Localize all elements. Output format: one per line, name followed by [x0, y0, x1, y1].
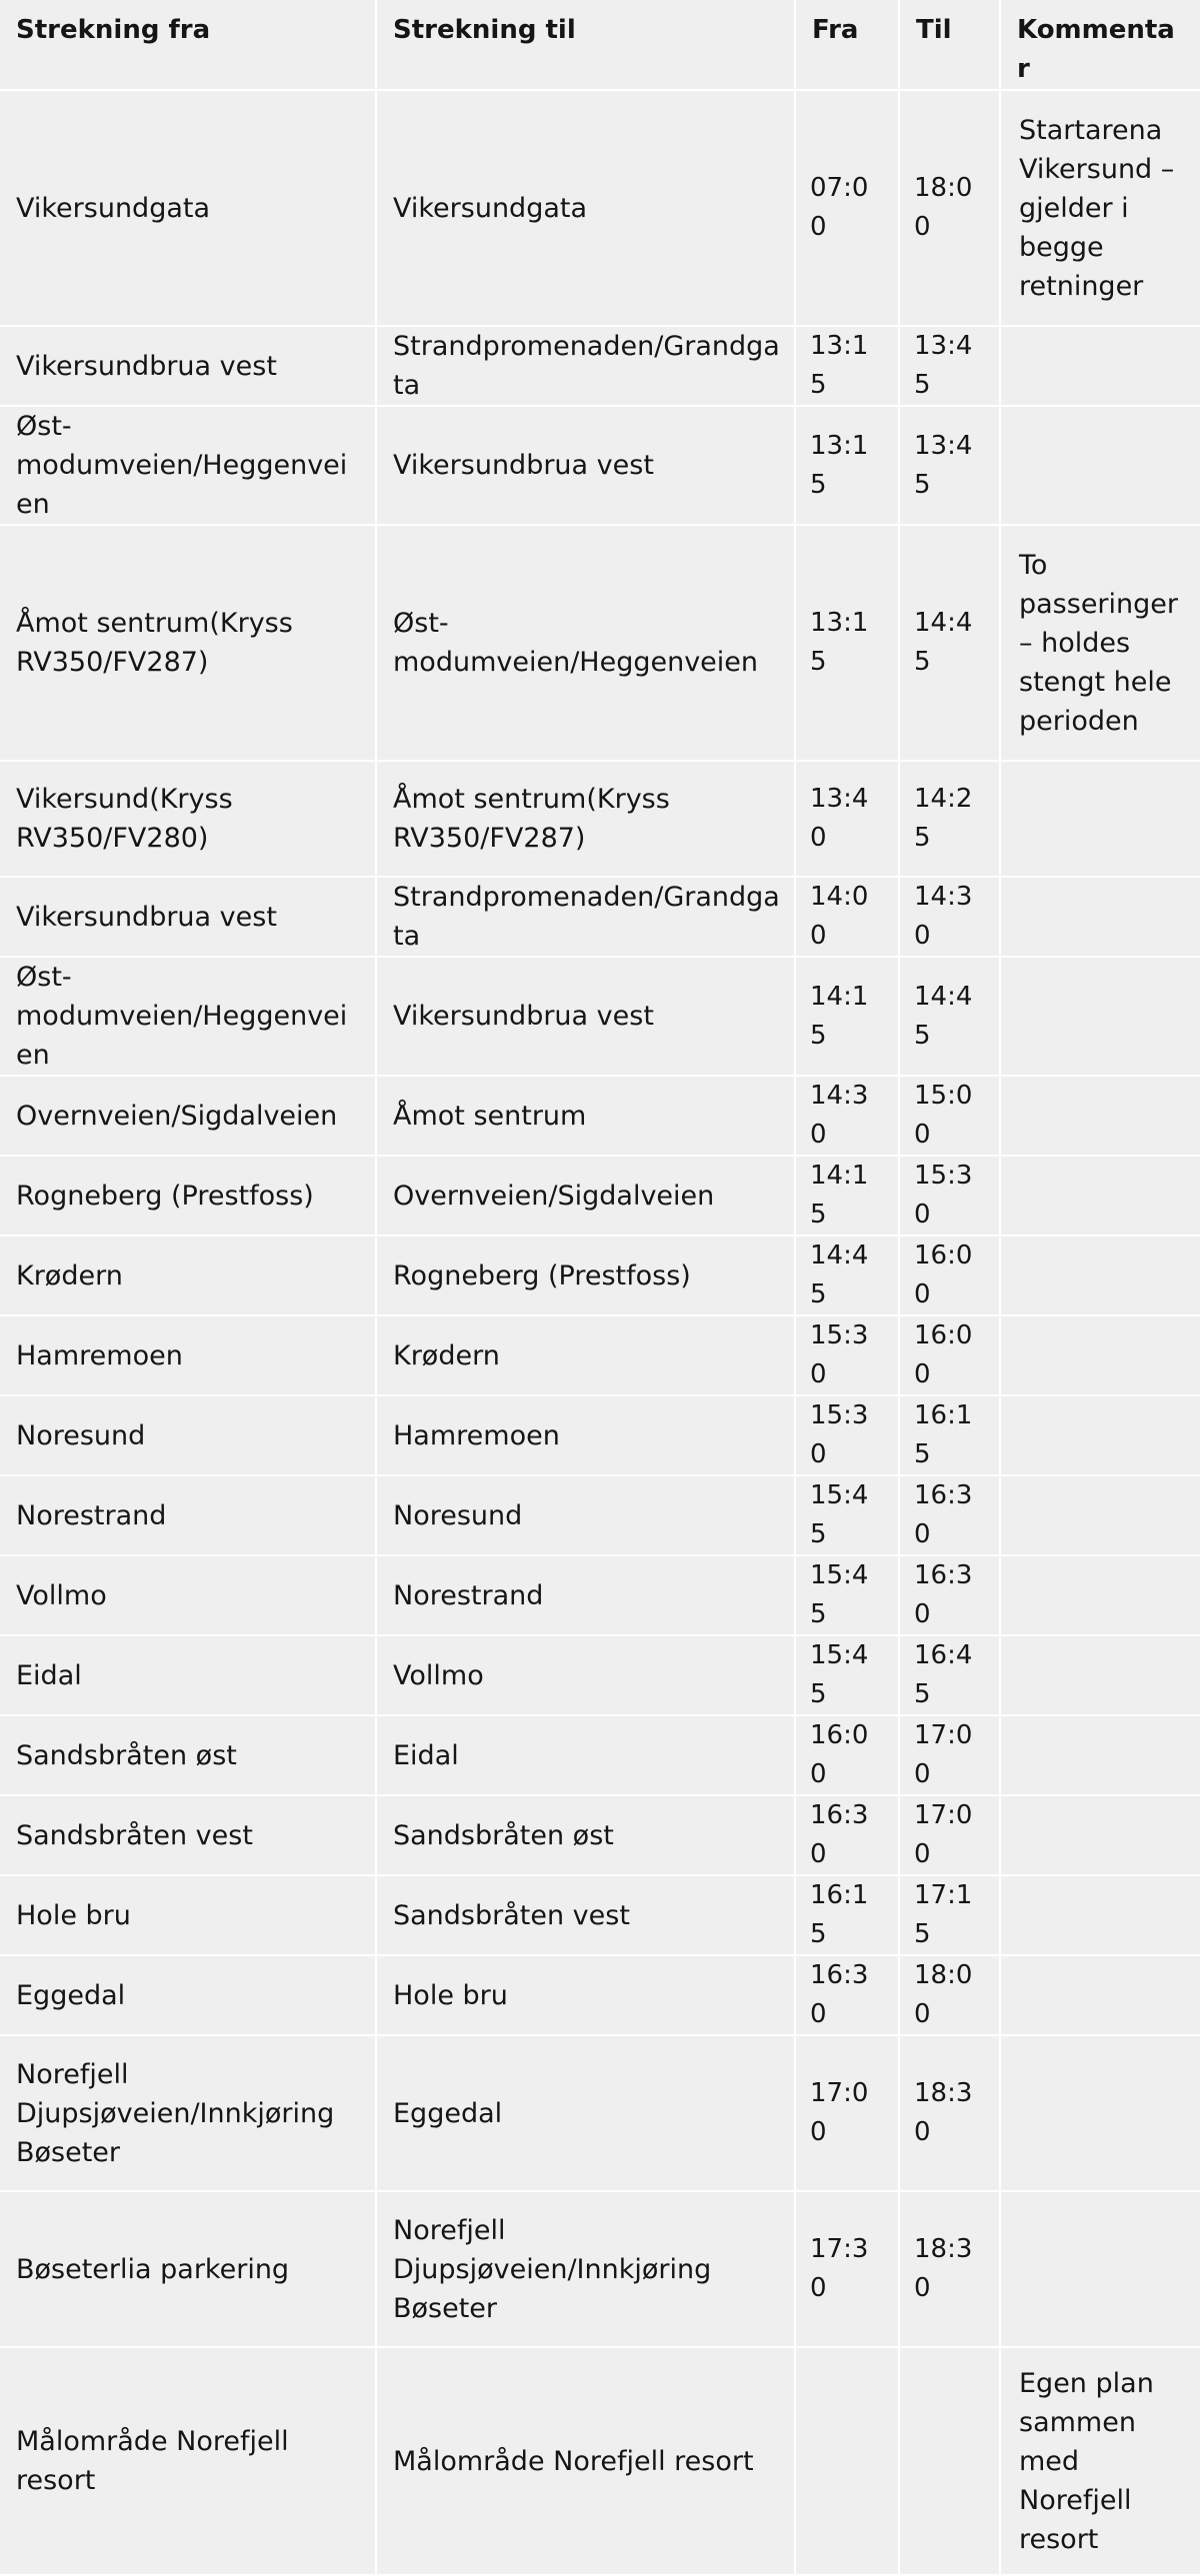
- cell-to: Vikersundbrua vest: [376, 957, 795, 1076]
- header-comment: Kommentar: [1000, 0, 1200, 90]
- cell-to: Norefjell Djupsjøveien/Innkjøring Bøseter: [376, 2191, 795, 2347]
- table-row: [0, 2035, 1200, 2191]
- cell-to: Målområde Norefjell resort: [376, 2347, 795, 2575]
- cell-comment: [1000, 326, 1200, 406]
- cell-comment: [1000, 1315, 1200, 1395]
- cell-start-time: 16:30: [795, 1795, 899, 1875]
- cell-comment: [1000, 1635, 1200, 1715]
- table-row: [0, 1315, 1200, 1395]
- cell-to: Øst-modumveien/Heggenveien: [376, 525, 795, 761]
- cell-end-time: 13:45: [899, 406, 1000, 525]
- cell-from: Overnveien/Sigdalveien: [0, 1076, 376, 1156]
- cell-start-time: 17:30: [795, 2191, 899, 2347]
- cell-comment: [1000, 1475, 1200, 1555]
- cell-from: Vikersundbrua vest: [0, 326, 376, 406]
- header-start: Fra: [795, 0, 899, 90]
- cell-end-time: 14:30: [899, 877, 1000, 957]
- cell-from: Hamremoen: [0, 1315, 376, 1395]
- cell-from: Eidal: [0, 1635, 376, 1715]
- cell-to: Overnveien/Sigdalveien: [376, 1156, 795, 1236]
- cell-to: Strandpromenaden/Grandgata: [376, 877, 795, 957]
- table-row: [0, 761, 1200, 877]
- cell-start-time: 17:00: [795, 2035, 899, 2191]
- table-row: [0, 525, 1200, 761]
- table-row: [0, 1795, 1200, 1875]
- table-row: [0, 326, 1200, 406]
- cell-comment: Startarena Vikersund – gjelder i begge retninger: [1000, 90, 1200, 326]
- cell-to: Eidal: [376, 1715, 795, 1795]
- cell-comment: [1000, 1955, 1200, 2035]
- cell-to: Eggedal: [376, 2035, 795, 2191]
- cell-to: Åmot sentrum: [376, 1076, 795, 1156]
- cell-start-time: [795, 2347, 899, 2575]
- cell-start-time: 15:30: [795, 1315, 899, 1395]
- table-row: [0, 90, 1200, 326]
- cell-end-time: 16:00: [899, 1236, 1000, 1315]
- cell-start-time: 14:15: [795, 957, 899, 1076]
- cell-start-time: 13:15: [795, 326, 899, 406]
- cell-start-time: 14:30: [795, 1076, 899, 1156]
- cell-end-time: 18:30: [899, 2035, 1000, 2191]
- cell-from: Målområde Norefjell resort: [0, 2347, 376, 2575]
- cell-from: Vollmo: [0, 1555, 376, 1635]
- cell-start-time: 15:45: [795, 1555, 899, 1635]
- cell-comment: [1000, 761, 1200, 877]
- cell-start-time: 13:15: [795, 525, 899, 761]
- cell-from: Eggedal: [0, 1955, 376, 2035]
- cell-end-time: 18:00: [899, 1955, 1000, 2035]
- table-row: [0, 2347, 1200, 2575]
- cell-comment: [1000, 1156, 1200, 1236]
- cell-from: Vikersundbrua vest: [0, 877, 376, 957]
- cell-to: Noresund: [376, 1475, 795, 1555]
- cell-end-time: 13:45: [899, 326, 1000, 406]
- cell-comment: [1000, 957, 1200, 1076]
- cell-end-time: 17:00: [899, 1795, 1000, 1875]
- cell-to: Sandsbråten vest: [376, 1875, 795, 1955]
- cell-from: Norefjell Djupsjøveien/Innkjøring Bøseter: [0, 2035, 376, 2191]
- cell-to: Rogneberg (Prestfoss): [376, 1236, 795, 1315]
- cell-from: Noresund: [0, 1395, 376, 1475]
- cell-start-time: 16:00: [795, 1715, 899, 1795]
- table-row: [0, 1635, 1200, 1715]
- cell-to: Vikersundgata: [376, 90, 795, 326]
- cell-start-time: 15:45: [795, 1475, 899, 1555]
- table-row: [0, 1156, 1200, 1236]
- cell-start-time: 16:15: [795, 1875, 899, 1955]
- header-to: Strekning til: [376, 0, 795, 90]
- table-row: [0, 1475, 1200, 1555]
- cell-comment: [1000, 1076, 1200, 1156]
- table-row: [0, 1955, 1200, 2035]
- cell-from: Sandsbråten øst: [0, 1715, 376, 1795]
- cell-from: Bøseterlia parkering: [0, 2191, 376, 2347]
- table-row: [0, 1555, 1200, 1635]
- cell-comment: [1000, 1795, 1200, 1875]
- cell-to: Hole bru: [376, 1955, 795, 2035]
- cell-start-time: 15:30: [795, 1395, 899, 1475]
- table-row: [0, 1236, 1200, 1315]
- cell-to: Vollmo: [376, 1635, 795, 1715]
- cell-from: Øst-modumveien/Heggenveien: [0, 957, 376, 1076]
- cell-from: Sandsbråten vest: [0, 1795, 376, 1875]
- cell-from: Rogneberg (Prestfoss): [0, 1156, 376, 1236]
- cell-comment: [1000, 1555, 1200, 1635]
- cell-comment: [1000, 877, 1200, 957]
- cell-to: Åmot sentrum(Kryss RV350/FV287): [376, 761, 795, 877]
- table-row: [0, 1875, 1200, 1955]
- cell-from: Vikersund(Kryss RV350/FV280): [0, 761, 376, 877]
- cell-comment: [1000, 2035, 1200, 2191]
- cell-start-time: 13:15: [795, 406, 899, 525]
- cell-comment: [1000, 1395, 1200, 1475]
- cell-to: Norestrand: [376, 1555, 795, 1635]
- table-row: [0, 2191, 1200, 2347]
- header-end: Til: [899, 0, 1000, 90]
- cell-from: Norestrand: [0, 1475, 376, 1555]
- cell-end-time: 14:45: [899, 525, 1000, 761]
- cell-end-time: 16:30: [899, 1555, 1000, 1635]
- cell-end-time: 14:25: [899, 761, 1000, 877]
- table-row: [0, 1395, 1200, 1475]
- cell-to: Krødern: [376, 1315, 795, 1395]
- cell-to: Hamremoen: [376, 1395, 795, 1475]
- cell-comment: [1000, 406, 1200, 525]
- cell-to: Sandsbråten øst: [376, 1795, 795, 1875]
- cell-comment: [1000, 1875, 1200, 1955]
- cell-from: Krødern: [0, 1236, 376, 1315]
- cell-end-time: 18:30: [899, 2191, 1000, 2347]
- cell-start-time: 15:45: [795, 1635, 899, 1715]
- cell-end-time: 16:45: [899, 1635, 1000, 1715]
- cell-start-time: 16:30: [795, 1955, 899, 2035]
- cell-end-time: 16:00: [899, 1315, 1000, 1395]
- cell-comment: [1000, 2191, 1200, 2347]
- table-header-row: [0, 0, 1200, 90]
- cell-from: Hole bru: [0, 1875, 376, 1955]
- cell-to: Strandpromenaden/Grandgata: [376, 326, 795, 406]
- header-from: Strekning fra: [0, 0, 376, 90]
- cell-start-time: 14:00: [795, 877, 899, 957]
- cell-end-time: 15:00: [899, 1076, 1000, 1156]
- cell-comment: To passeringer – holdes stengt hele perioden: [1000, 525, 1200, 761]
- cell-to: Vikersundbrua vest: [376, 406, 795, 525]
- cell-comment: [1000, 1715, 1200, 1795]
- cell-from: Vikersundgata: [0, 90, 376, 326]
- cell-end-time: 15:30: [899, 1156, 1000, 1236]
- cell-from: Øst-modumveien/Heggenveien: [0, 406, 376, 525]
- cell-end-time: [899, 2347, 1000, 2575]
- table-body: [0, 90, 1200, 2575]
- table-row: [0, 1715, 1200, 1795]
- cell-comment: Egen plan sammen med Norefjell resort: [1000, 2347, 1200, 2575]
- cell-end-time: 14:45: [899, 957, 1000, 1076]
- cell-start-time: 14:15: [795, 1156, 899, 1236]
- cell-end-time: 17:00: [899, 1715, 1000, 1795]
- table-row: [0, 406, 1200, 525]
- cell-end-time: 18:00: [899, 90, 1000, 326]
- table-row: [0, 877, 1200, 957]
- cell-from: Åmot sentrum(Kryss RV350/FV287): [0, 525, 376, 761]
- table-row: [0, 957, 1200, 1076]
- cell-start-time: 13:40: [795, 761, 899, 877]
- cell-end-time: 16:30: [899, 1475, 1000, 1555]
- cell-start-time: 07:00: [795, 90, 899, 326]
- cell-comment: [1000, 1236, 1200, 1315]
- table-row: [0, 1076, 1200, 1156]
- cell-start-time: 14:45: [795, 1236, 899, 1315]
- cell-end-time: 16:15: [899, 1395, 1000, 1475]
- cell-end-time: 17:15: [899, 1875, 1000, 1955]
